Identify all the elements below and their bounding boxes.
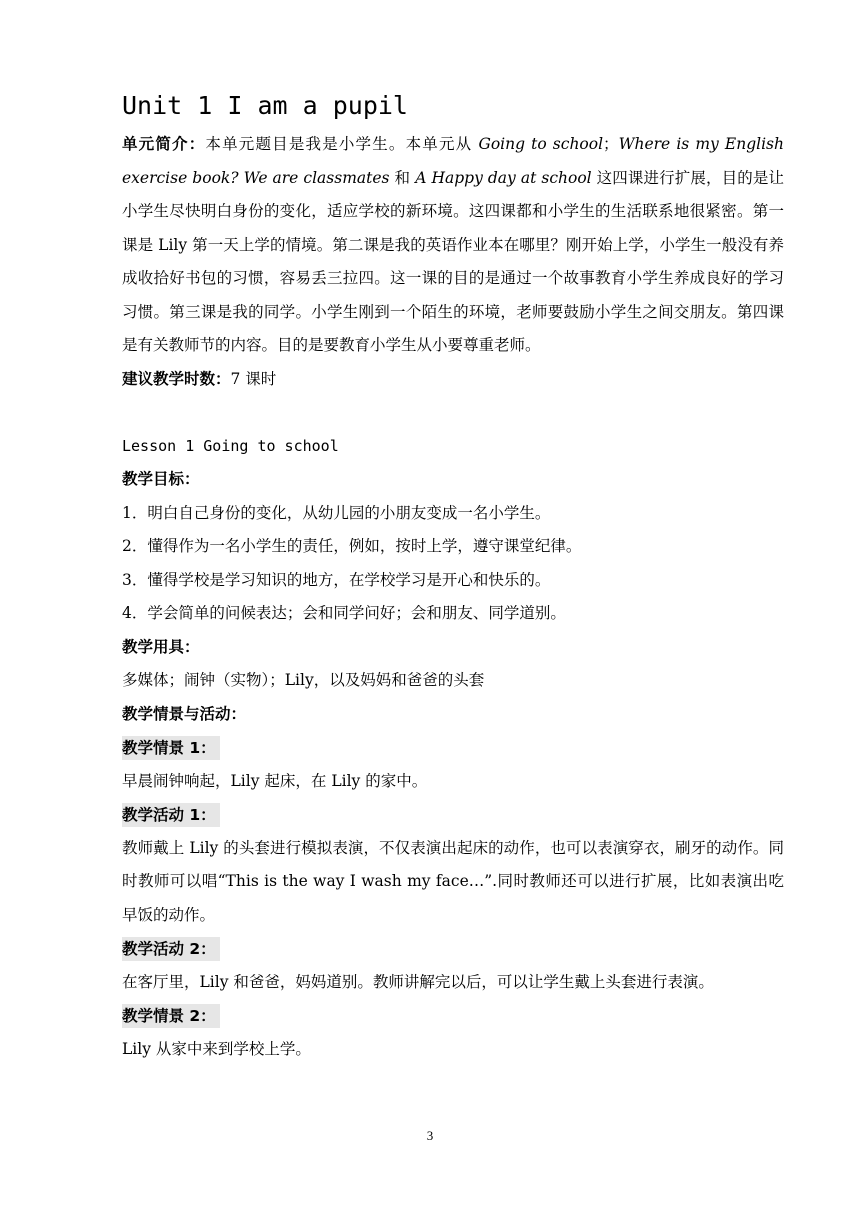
activity-1-label: 教学活动 1：: [122, 803, 220, 827]
intro-lesson-4: A Happy day at school: [415, 168, 592, 187]
activity-2-text: 在客厅里，Lily 和爸爸，妈妈道别。教师讲解完以后，可以让学生戴上头套进行表演。: [122, 972, 714, 991]
intro-text-4: 这四课进行扩展，目的是让小学生尽快明白身份的变化，适应学校的新环境。这四课都和小学生的生活联系地很紧密。第一课是 Lily 第一天上学的情境。第二课是我的英语作业本在哪里？刚开始上学，小学生一般没有养成收拾好书包的习惯，容易丢三拉四。这一课的目的是通过一个故事教育小学生养成良好的学习习惯。第三课是我的同学。小学生刚到一个陌生的环境，老师要鼓励小学生之间交朋友。第四课是有关教师节的内容。目的是要教育小学生从小要尊重老师。: [122, 168, 785, 354]
intro-text-3: 和: [389, 168, 416, 187]
tools-label: 教学用具：: [122, 637, 200, 656]
teaching-hours: [122, 363, 784, 397]
scene-2-text: Lily 从家中来到学校上学。: [122, 1039, 311, 1058]
scene-1-text: 早晨闹钟响起，Lily 起床，在 Lily 的家中。: [122, 771, 428, 790]
hours-label: 建议教学时数：: [122, 369, 231, 388]
scene-2-label: 教学情景 2：: [122, 1004, 220, 1028]
intro-label: 单元简介：: [122, 135, 206, 153]
unit-title: Unit 1 I am a pupil: [122, 91, 408, 120]
objectives-label: 教学目标：: [122, 470, 200, 488]
objective-item: 1．明白自己身份的变化，从幼儿园的小朋友变成一名小学生。: [122, 503, 551, 522]
activity-1-text: 教师戴上 Lily 的头套进行模拟表演，不仅表演出起床的动作，也可以表演穿衣，刷牙的动作。同时教师可以唱“This is the way I wash my face…”.同时教师还可以进行扩展，比如表演出吃早饭的动作。: [122, 838, 784, 924]
page-number: 3: [426, 1128, 434, 1143]
objective-item: 3．懂得学校是学习知识的地方，在学校学习是开心和快乐的。: [122, 570, 551, 589]
scene-1-label: 教学情景 1：: [122, 736, 220, 760]
intro-text-2: ；: [603, 135, 619, 153]
unit-intro: [122, 128, 784, 363]
intro-lesson-1: Going to school: [478, 135, 604, 153]
activity-2-label: 教学活动 2：: [122, 937, 220, 961]
page-content: [122, 88, 784, 1066]
lesson-title: Lesson 1 Going to school: [122, 436, 339, 455]
objective-item: 2．懂得作为一名小学生的责任，例如，按时上学，遵守课堂纪律。: [122, 537, 582, 555]
scenes-label: 教学情景与活动：: [122, 704, 247, 723]
spacer: [122, 396, 784, 430]
intro-text-1: 本单元题目是我是小学生。本单元从: [205, 135, 479, 153]
hours-value: 7 课时: [230, 369, 277, 388]
objective-item: 4．学会简单的问候表达；会和同学问好；会和朋友、同学道别。: [122, 604, 566, 622]
intro-lessons-2-3: Where is my English exercise book? We are classmates: [122, 135, 784, 187]
tools-text: 多媒体；闹钟（实物）；Lily，以及妈妈和爸爸的头套: [122, 671, 485, 689]
